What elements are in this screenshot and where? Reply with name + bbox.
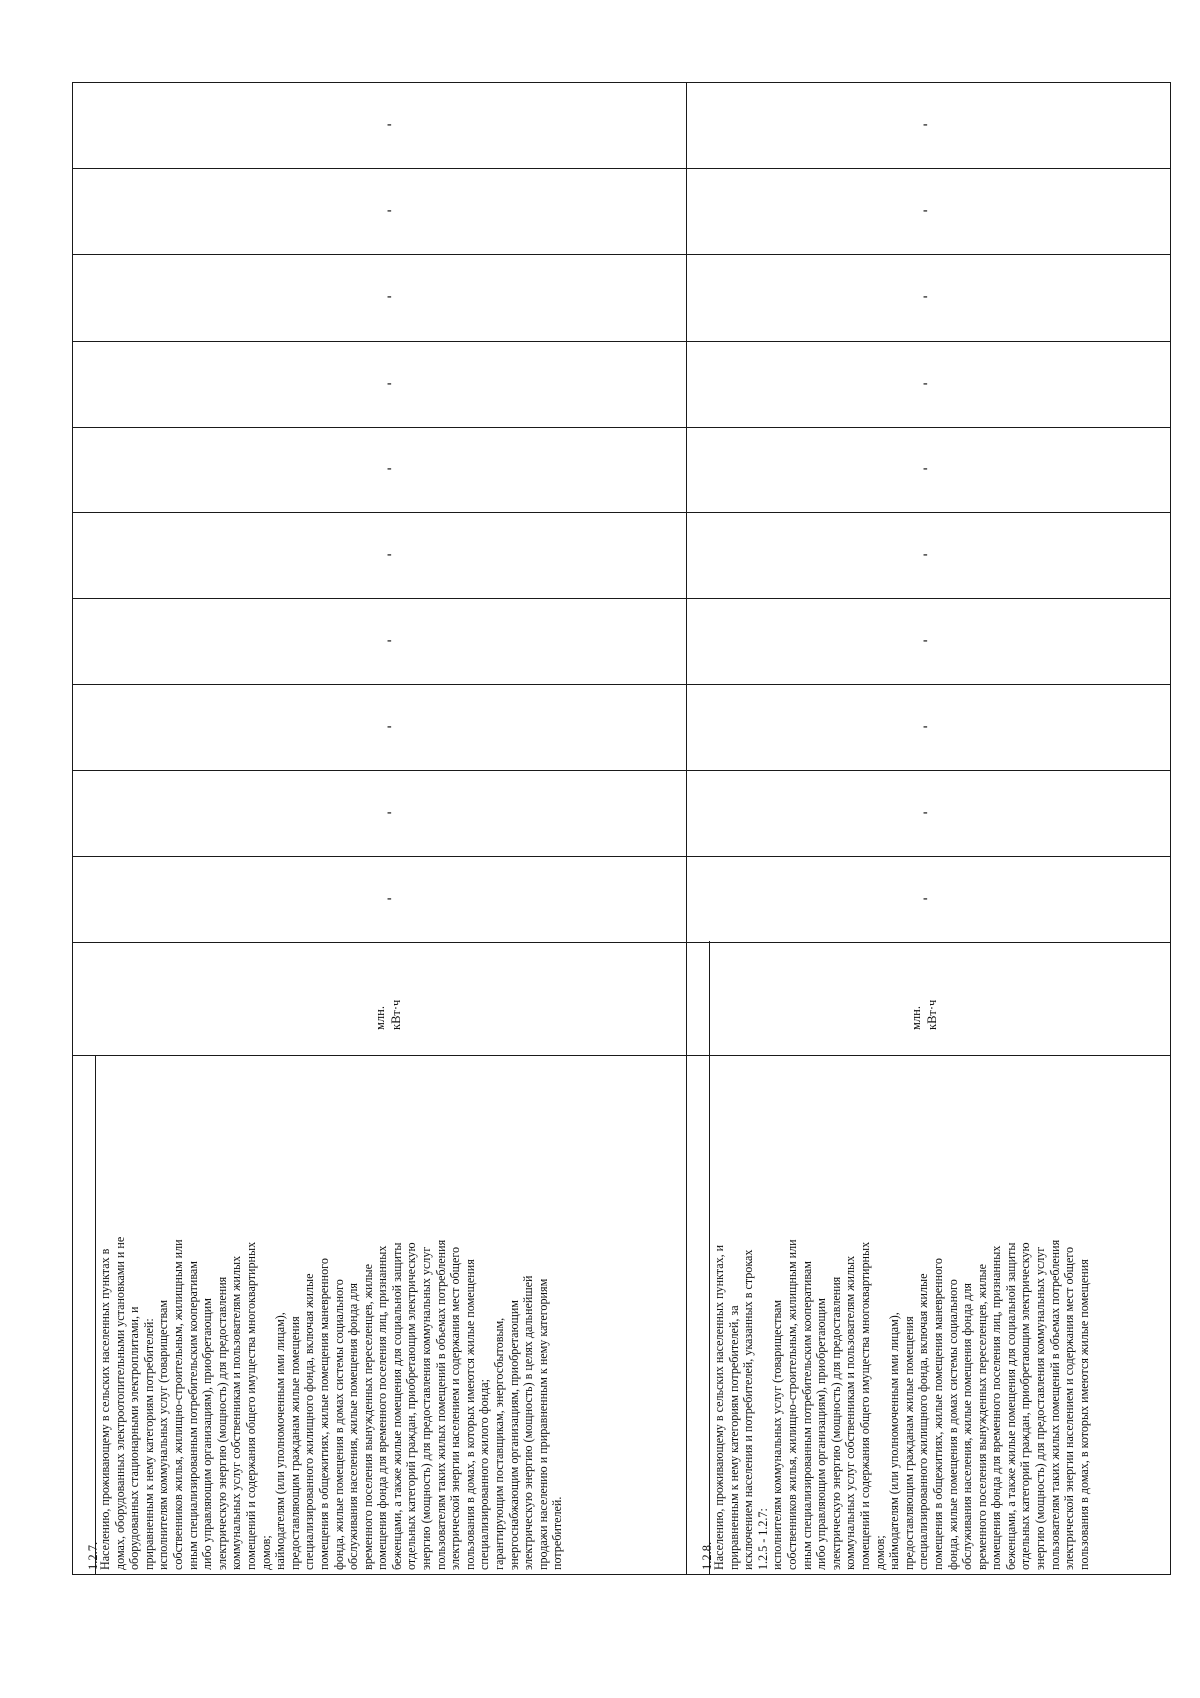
- row-code: 1.2.7.: [86, 1541, 100, 1570]
- row-description: Населению, проживающему в сельских населенных пунктах в домах, оборудованных электроотопительными установками и не оборудованных стационарными электроплитами, и приравненным к нему категориям потребителей: исполнителям коммунальных услуг (товариществам собственников жилья, жилищно-строительным, жилищным или иным специализированным потребительским кооперативам либо управляющим организациям), приобретающим электрическую энергию (мощность) для предоставления коммунальных услуг собственникам и пользователям жилых помещений и содержания общего имущества многоквартирных домов; наймодателям (или уполномоченным ими лицам), предоставляющим гражданам жилые помещения специализированного жилищного фонда, включая жилые помещения в общежитиях, жилые помещения маневренного фонда, жилые помещения в домах системы социального обслуживания населения, жилые помещения фонда для временного поселения вынужденных переселенцев, жилые помещения фонда для временного поселения лиц, признанных беженцами, а также жилые помещения для социальной защиты отдельных категорий граждан, приобретающим электрическую энергию (мощность) для предоставления коммунальных услуг пользователям таких жилых помещений в объемах потребления электрической энергии населением и содержания мест общего пользования в домах, в которых имеются жилые помещения специализированного жилого фонда; гарантирующим поставщикам, энергосбытовым, энергоснабжающим организациям, приобретающим электрическую энергию (мощность) в целях дальнейшей продажи населению и приравненным к нему категориям потребителей.: [98, 1236, 565, 1570]
- cell-value: -: [923, 461, 928, 476]
- cell-value: -: [923, 376, 928, 391]
- cell-value: -: [387, 461, 392, 476]
- cell-value: -: [387, 117, 392, 132]
- row-code: 1.2.8.: [700, 1541, 714, 1570]
- cell-value: -: [923, 547, 928, 562]
- row-description: Населению, проживающему в сельских населенных пунктах, и приравненным к нему категориям потребителей, за исключением населения и потребителей, указанных в строках 1.2.5 - 1.2.7: исполнителям коммунальных услуг (товариществам собственников жилья, жилищно-строительным, жилищным или иным специализированным потребительским кооперативам либо управляющим организациям), приобретающим электрическую энергию (мощность) для предоставления коммунальных услуг собственникам и пользователям жилых помещений и содержания общего имущества многоквартирных домов; наймодателям (или уполномоченным ими лицам), предоставляющим гражданам жилые помещения специализированного жилищного фонда, включая жилые помещения в общежитиях, жилые помещения маневренного фонда, жилые помещения в домах системы социального обслуживания населения, жилые помещения фонда для временного поселения вынужденных переселенцев, жилые помещения фонда для временного поселения лиц, признанных беженцами, а также жилые помещения для социальной защиты отдельных категорий граждан, приобретающим электрическую энергию (мощность) для предоставления коммунальных услуг пользователям таких жилых помещений в объемах потребления электрической энергии населением и содержания мест общего пользования в домах, в которых имеются жилые помещения: [712, 1239, 1091, 1570]
- cell-value: -: [923, 633, 928, 648]
- cell-value: -: [387, 376, 392, 391]
- cell-value: -: [923, 719, 928, 734]
- cell-value: -: [923, 805, 928, 820]
- cell-value: -: [923, 891, 928, 906]
- cell-value: -: [387, 805, 392, 820]
- cell-value: -: [923, 117, 928, 132]
- cell-value: -: [387, 203, 392, 218]
- cell-value: -: [387, 891, 392, 906]
- row-unit: млн. кВт·ч: [909, 999, 939, 1030]
- row-unit: млн. кВт·ч: [373, 999, 403, 1030]
- cell-value: -: [923, 289, 928, 304]
- cell-value: -: [923, 203, 928, 218]
- cell-value: -: [387, 719, 392, 734]
- cell-value: -: [387, 633, 392, 648]
- cell-value: -: [387, 547, 392, 562]
- cell-value: -: [387, 289, 392, 304]
